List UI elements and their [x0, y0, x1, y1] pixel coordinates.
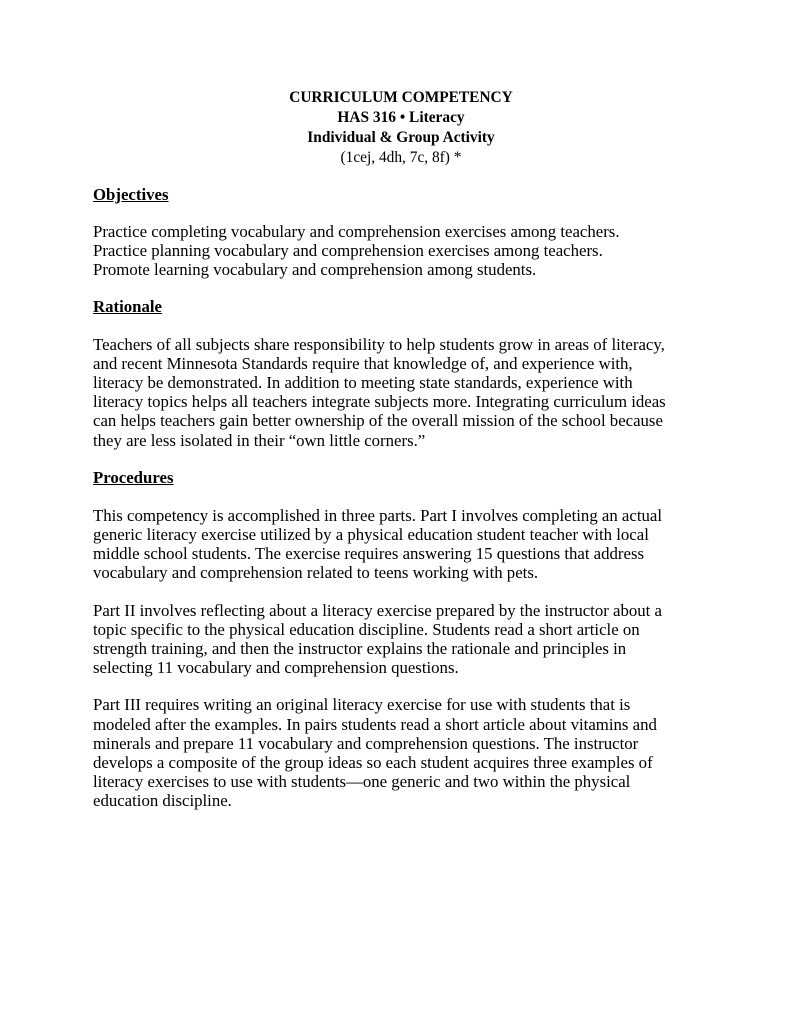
competency-codes: (1cej, 4dh, 7c, 8f) *	[340, 149, 462, 166]
paragraph-line: strength training, and then the instructor explains the rationale and principles in	[93, 639, 627, 659]
procedures-paragraph-part-2	[93, 601, 713, 678]
paragraph-line: generic literacy exercise utilized by a physical education student teacher with local	[93, 525, 649, 545]
paragraph-line: selecting 11 vocabulary and comprehension questions.	[93, 658, 459, 678]
objectives-list	[93, 222, 713, 280]
procedures-heading: Procedures	[93, 467, 174, 487]
paragraph-line: topic specific to the physical education discipline. Students read a short article on	[93, 619, 640, 639]
paragraph-line: This competency is accomplished in three parts. Part I involves completing an actual	[93, 505, 662, 525]
rationale-paragraph	[93, 335, 713, 450]
paragraph-line: and recent Minnesota Standards require that knowledge of, and experience with,	[93, 353, 633, 373]
paragraph-line: develops a composite of the group ideas so each student acquires three examples of	[93, 753, 653, 773]
paragraph-line: modeled after the examples. In pairs students read a short article about vitamins and	[93, 714, 657, 734]
paragraph-line: literacy exercises to use with students—one generic and two within the physical	[93, 772, 631, 792]
document-title: CURRICULUM COMPETENCY	[289, 89, 513, 106]
rationale-heading: Rationale	[93, 296, 162, 316]
paragraph-line: Teachers of all subjects share responsibility to help students grow in areas of literacy,	[93, 334, 665, 354]
paragraph-line: they are less isolated in their “own little corners.”	[93, 430, 426, 450]
document-page	[93, 88, 713, 811]
objective-item: Practice completing vocabulary and comprehension exercises among teachers.	[93, 222, 620, 241]
objectives-heading: Objectives	[93, 185, 169, 204]
paragraph-line: can helps teachers gain better ownership of the overall mission of the school because	[93, 411, 663, 431]
objective-item: Practice planning vocabulary and comprehension exercises among teachers.	[93, 241, 603, 261]
paragraph-line: middle school students. The exercise requires answering 15 questions that address	[93, 544, 645, 564]
document-header	[89, 88, 713, 168]
paragraph-line: education discipline.	[93, 791, 232, 811]
paragraph-line: vocabulary and comprehension related to teens working with pets.	[93, 563, 539, 583]
paragraph-line: minerals and prepare 11 vocabulary and comprehension questions. The instructor	[93, 733, 639, 753]
objective-item: Promote learning vocabulary and comprehension among students.	[93, 260, 537, 280]
paragraph-line: literacy be demonstrated. In addition to meeting state standards, experience with	[93, 373, 633, 393]
procedures-paragraph-part-1	[93, 506, 713, 583]
paragraph-line: Part III requires writing an original literacy exercise for use with students that is	[93, 695, 631, 715]
activity-line: Individual & Group Activity	[307, 129, 495, 146]
course-line: HAS 316 • Literacy	[337, 109, 465, 126]
procedures-paragraph-part-3	[93, 695, 713, 810]
paragraph-line: Part II involves reflecting about a literacy exercise prepared by the instructor about a	[93, 600, 662, 620]
paragraph-line: literacy topics helps all teachers integrate subjects more. Integrating curriculum ideas	[93, 392, 666, 412]
